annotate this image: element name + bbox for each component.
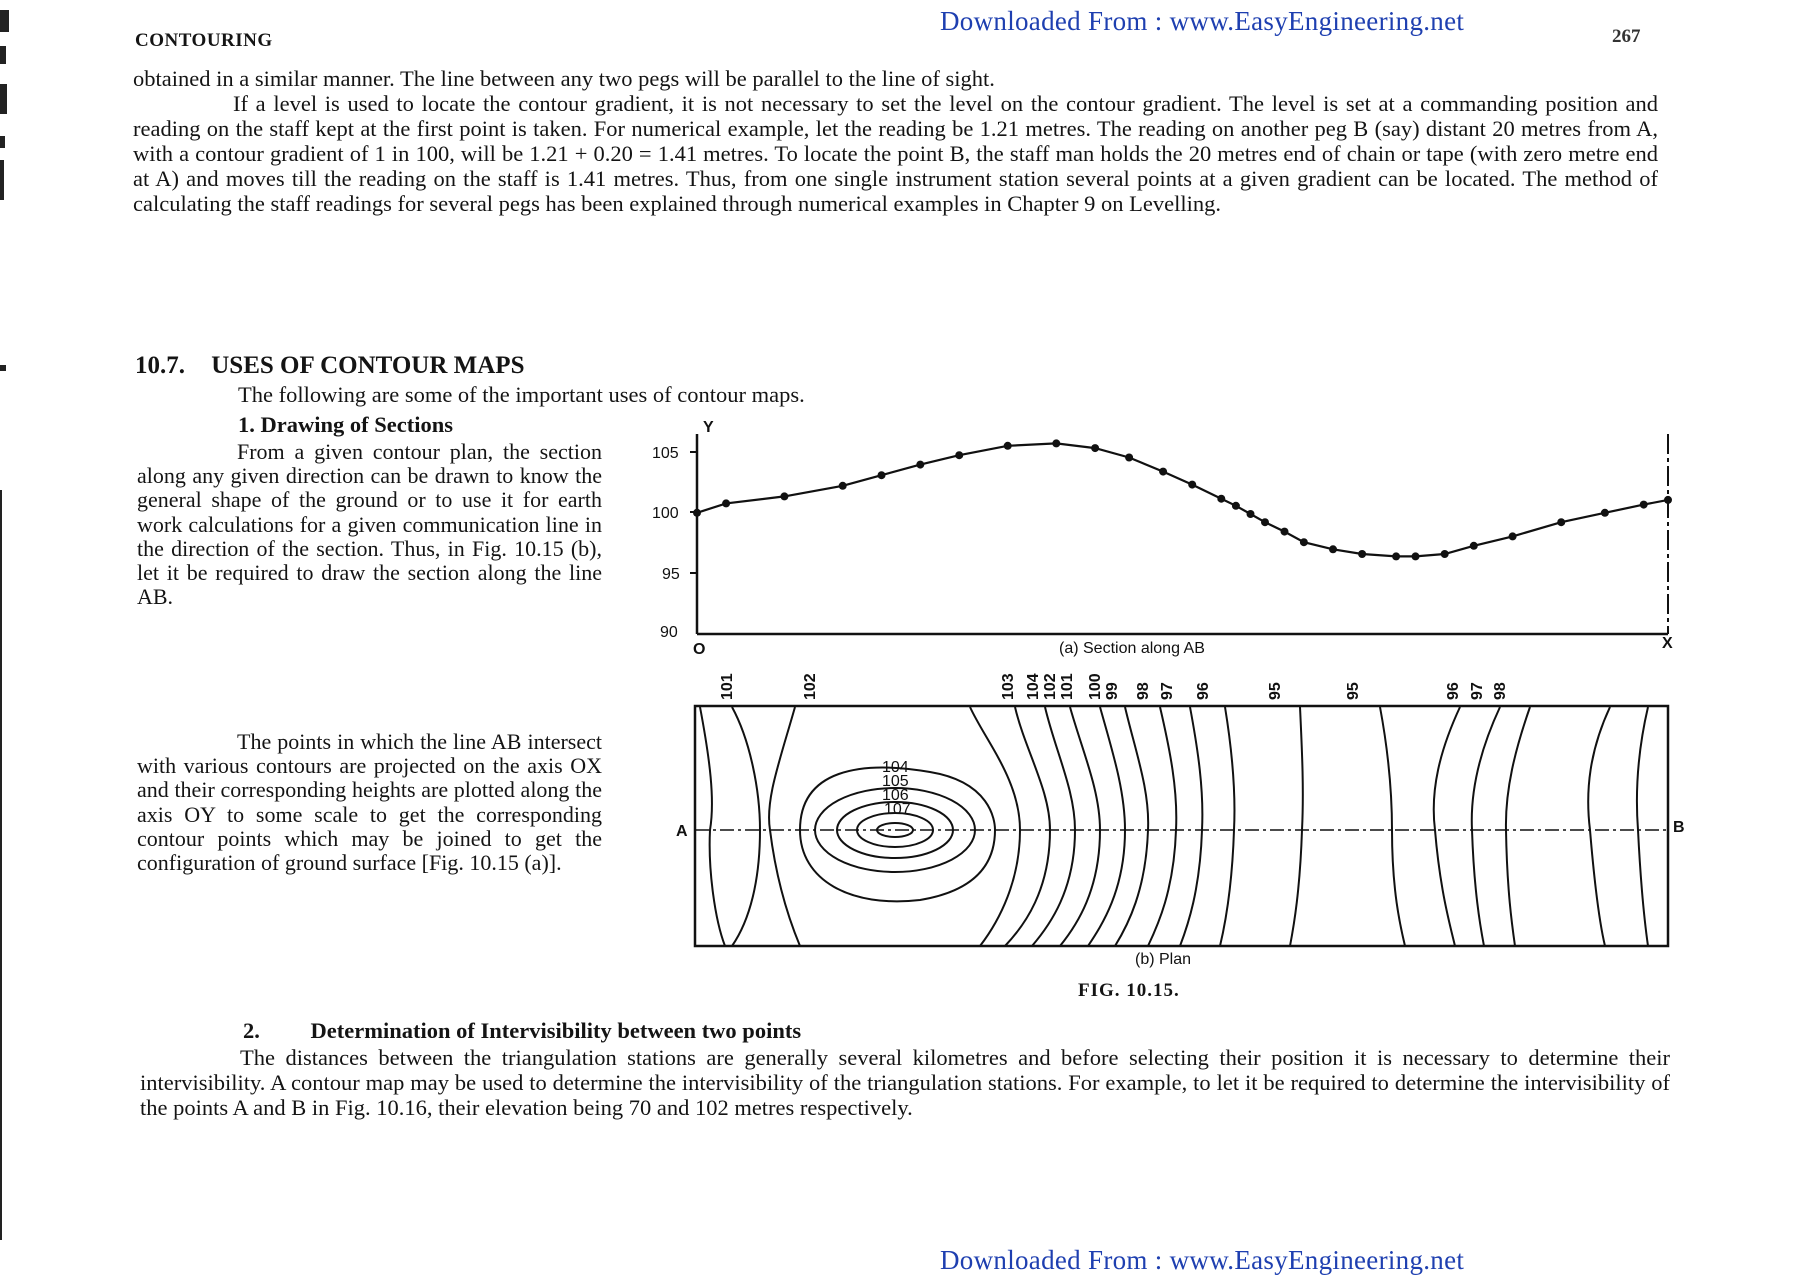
section-profile-line: [697, 443, 1668, 556]
section-point: [1004, 442, 1012, 450]
plan-crossing-label: 95: [1345, 682, 1362, 700]
section-point: [1125, 454, 1133, 462]
section-point: [878, 471, 886, 479]
plan-crossing-label: 95: [1267, 682, 1284, 700]
subsection-1-heading: 1. Drawing of Sections: [238, 412, 453, 437]
y-tick-label-105: 105: [652, 445, 679, 462]
section-point: [1247, 510, 1255, 518]
subsection-2-title: Determination of Intervisibility between two points: [310, 1018, 802, 1043]
plan-crossing-label: 99: [1104, 682, 1121, 700]
section-point: [1159, 468, 1167, 476]
section-number: 10.7.: [135, 352, 185, 379]
point-b-label: B: [1673, 819, 1685, 836]
section-point: [780, 492, 788, 500]
section-point: [1091, 444, 1099, 452]
intro-line: The following are some of the important uses of contour maps.: [238, 382, 805, 407]
watermark-bottom: Downloaded From : www.EasyEngineering.net: [940, 1245, 1465, 1275]
section-point: [1052, 439, 1060, 447]
section-point: [1470, 542, 1478, 550]
plan-contours: [700, 707, 1648, 946]
axis-origin-label: O: [693, 641, 706, 658]
section-point: [1601, 509, 1609, 517]
hill-label-105: 105: [882, 773, 909, 790]
section-point: [693, 509, 701, 517]
section-point: [722, 499, 730, 507]
contour-100: [1088, 707, 1125, 946]
contour-95b: [1380, 707, 1405, 946]
plan-crossing-label: 102: [802, 673, 819, 700]
point-a-label: A: [676, 823, 688, 840]
axis-x-label: X: [1662, 635, 1673, 652]
plan-crossing-label: 97: [1469, 682, 1486, 700]
plan-crossing-label: 100: [1087, 673, 1104, 700]
y-tick-label-100: 100: [652, 505, 679, 522]
contour-96b: [1434, 707, 1460, 946]
section-point: [1329, 545, 1337, 553]
paragraph-bottom: The distances between the triangulation stations are generally several kilometres and before selecting their position it is necessary to determine their intervisibility. A contour map may be used to determine the intervisibility of the triangulation stations. For example, to let it be required to determine the intervisibility of the points A and B in Fig. 10.16, their elevation being 70 and 102 metres respectively.: [140, 1045, 1670, 1120]
page-number: 267: [1612, 26, 1641, 47]
column-paragraph-1: From a given contour plan, the section along any given direction can be drawn to know the general shape of the ground or to use it for earth work calculations for a given communication line in the direction of the section. Thus, in Fig. 10.15 (b), let it be required to draw the section along the line AB.: [137, 439, 602, 610]
section-point: [1232, 502, 1240, 510]
section-point: [1509, 532, 1517, 540]
section-heading: [135, 352, 524, 380]
contour-100b: [1637, 707, 1648, 946]
contour-97: [1180, 707, 1202, 946]
section-point: [1664, 496, 1672, 504]
contour-97b: [1472, 707, 1500, 946]
plan-frame: [695, 706, 1668, 946]
watermark-top: Downloaded From : www.EasyEngineering.net: [940, 6, 1465, 36]
contour-102b: [1032, 707, 1075, 946]
section-point: [1441, 550, 1449, 558]
section-point: [1281, 528, 1289, 536]
figure-caption: FIG. 10.15.: [1078, 980, 1180, 1001]
section-point: [1557, 518, 1565, 526]
section-title: USES OF CONTOUR MAPS: [211, 352, 525, 379]
plan-crossing-labels: [719, 673, 1509, 700]
hill-label-106: 106: [882, 787, 909, 804]
plan-crossing-label: 98: [1492, 682, 1509, 700]
contour-100-west: [700, 707, 725, 946]
figure-svg: [600, 419, 1685, 1010]
contour-98: [1148, 707, 1176, 946]
plan-crossing-label: 96: [1195, 682, 1212, 700]
section-point: [916, 461, 924, 469]
section-point: [1392, 552, 1400, 560]
paragraph-top-2: If a level is used to locate the contour gradient, it is not necessary to set the level on the contour gradient. The level is set at a commanding position and reading on the staff kept at the first point is taken. For numerical example, let the reading be 1.21 metres. The reading on another peg B (say) distant 20 metres from A, with a contour gradient of 1 in 100, will be 1.21 + 0.20 = 1.41 metres. To locate the point B, the staff man holds the 20 metres end of chain or tape (with zero metre end at A) and moves till the reading on the staff is 1.41 metres. Thus, from one single instrument station several points at a given gradient can be located. The method of calculating the staff readings for several pegs has been explained through numerical examples in Chapter 9 on Levelling.: [133, 91, 1658, 216]
section-point: [1300, 538, 1308, 546]
plan-crossing-label: 97: [1159, 682, 1176, 700]
plan-crossing-label: 103: [1000, 673, 1017, 700]
contour-102: [769, 707, 800, 946]
y-tick-label-95: 95: [662, 566, 680, 583]
subsection-2-number: 2.: [243, 1018, 260, 1043]
plan-crossing-label: 98: [1135, 682, 1152, 700]
contour-101b: [1060, 707, 1100, 946]
contour-95: [1290, 707, 1303, 946]
axis-y-label: Y: [703, 419, 714, 436]
running-head: CONTOURING: [135, 30, 273, 51]
plan-crossing-label: 104: [1025, 673, 1042, 700]
contour-98b: [1506, 707, 1530, 946]
plan-crossing-label: 101: [719, 673, 736, 700]
section-point: [1188, 481, 1196, 489]
section-points: [693, 439, 1672, 560]
section-point: [1217, 495, 1225, 503]
paragraph-top-1: obtained in a similar manner. The line between any two pegs will be parallel to the line of sight.: [133, 66, 995, 91]
contour-101: [732, 707, 760, 946]
column-paragraph-2: The points in which the line AB intersect with various contours are projected on the axis OX and their corresponding heights are plotted along the axis OY to some scale to get the corresponding contour points which may be joined to get the configuration of ground surface [Fig. 10.15 (a)].: [137, 729, 602, 876]
section-point: [1412, 552, 1420, 560]
section-caption: (a) Section along AB: [1059, 640, 1205, 657]
contour-99: [1115, 707, 1148, 946]
section-point: [1640, 501, 1648, 509]
subsection-2-heading: [243, 1018, 801, 1044]
scan-edge: [0, 0, 14, 1275]
section-point: [1261, 518, 1269, 526]
contour-104b: [1005, 707, 1050, 946]
plan-caption: (b) Plan: [1135, 951, 1192, 968]
contour-99b: [1588, 707, 1610, 946]
paragraph-top: [133, 66, 1658, 216]
y-tick-label-90: 90: [660, 624, 678, 641]
hill-label-104: 104: [882, 759, 909, 776]
section-point: [1358, 550, 1366, 558]
section-point: [955, 451, 963, 459]
section-point: [839, 482, 847, 490]
plan-crossing-label: 101: [1059, 673, 1076, 700]
plan-crossing-label: 96: [1445, 682, 1462, 700]
hill-label-107: 107: [884, 801, 911, 818]
figure-10-15: [600, 419, 1685, 1010]
contour-96: [1220, 707, 1235, 946]
plan-crossing-label: 102: [1042, 673, 1059, 700]
